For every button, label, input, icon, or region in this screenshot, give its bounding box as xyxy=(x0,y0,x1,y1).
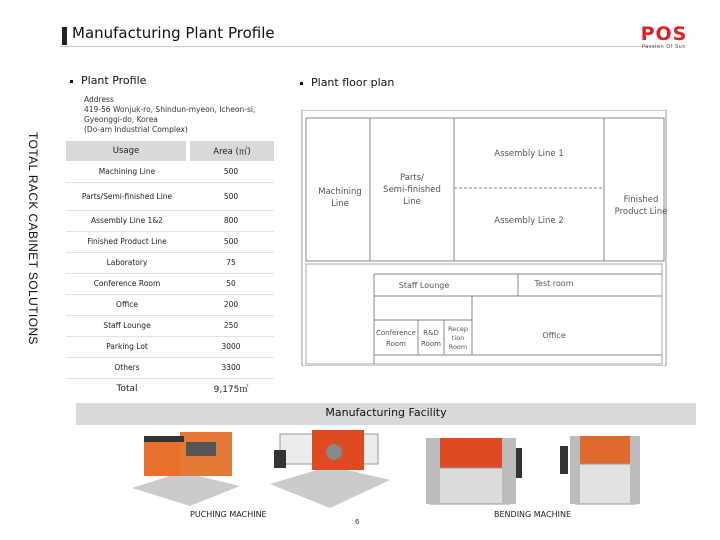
table-row xyxy=(66,273,274,294)
side-banner-text: TOTAL RACK CABINET SOLUTIONS xyxy=(26,132,40,345)
address-line-2: Gyeonggi-do, Korea xyxy=(84,115,158,124)
table-row xyxy=(66,182,274,210)
punching-machine-1-image xyxy=(132,432,240,506)
bending-machine-1-image xyxy=(426,438,522,504)
room-label-machining-1: Machining xyxy=(318,187,362,197)
table-row xyxy=(66,357,274,378)
area-cell: 3300 xyxy=(221,363,241,372)
machine-photos xyxy=(130,428,650,512)
floor-plan-heading-text: Plant floor plan xyxy=(311,76,395,89)
usage-cell: Laboratory xyxy=(106,258,148,267)
usage-cell: Parking Lot xyxy=(106,342,148,351)
address-line-3: (Do-am Industrial Complex) xyxy=(84,125,188,134)
plant-outline xyxy=(302,110,666,366)
room-label-conference-2: Room xyxy=(386,340,406,348)
punching-machine-caption: PUCHING MACHINE xyxy=(190,510,267,519)
column-header-usage: Usage xyxy=(66,141,188,161)
table-row xyxy=(66,315,274,336)
area-cell: 250 xyxy=(223,321,239,330)
logo-wordmark: POS xyxy=(640,23,688,45)
logo-tagline: Passion Of Sun xyxy=(641,44,687,50)
address-block xyxy=(84,95,284,135)
area-cell: 800 xyxy=(223,216,239,225)
plant-profile-heading-text: Plant Profile xyxy=(81,74,147,87)
bullet-icon xyxy=(300,82,303,85)
usage-area-table xyxy=(66,141,274,399)
area-cell: 500 xyxy=(223,166,239,176)
usage-cell: Office xyxy=(116,300,138,309)
room-label-reception-3: Room xyxy=(448,343,468,351)
table-total-row xyxy=(66,378,274,399)
area-cell: 500 xyxy=(223,191,239,201)
total-label-cell: Total xyxy=(116,383,138,394)
floor-plan-diagram xyxy=(298,110,670,366)
bending-machine-2-image xyxy=(560,436,640,504)
usage-cell: Others xyxy=(114,363,140,372)
area-cell: 500 xyxy=(223,237,239,246)
title-accent-bar xyxy=(62,27,67,45)
usage-cell: Machining Line xyxy=(98,166,156,176)
room-label-rnd-1: R&D xyxy=(423,329,439,337)
room-label-reception-2: tion xyxy=(451,334,465,342)
plant-profile-heading xyxy=(70,74,146,87)
machine-illustrations xyxy=(130,428,650,512)
room-label-finished-2: Product Line xyxy=(614,207,668,217)
area-cell: 200 xyxy=(223,300,239,309)
usage-cell: Parts/Semi-finished Line xyxy=(81,191,173,201)
address-line-1: 419-56 Wonjuk-ro, Shindun-myeon, Icheon-si, xyxy=(84,105,256,114)
bullet-icon xyxy=(70,80,73,83)
table-row xyxy=(66,231,274,252)
area-cell: 75 xyxy=(226,258,236,267)
usage-cell: Staff Lounge xyxy=(103,321,151,330)
floor-plan-svg xyxy=(298,110,670,366)
room-label-assembly-1: Assembly Line 1 xyxy=(494,149,564,159)
page-number: 6 xyxy=(355,518,360,526)
area-cell: 3000 xyxy=(221,342,241,351)
area-cell: 50 xyxy=(226,279,236,288)
room-label-conference-1: Conference xyxy=(375,329,417,337)
usage-cell: Assembly Line 1&2 xyxy=(91,216,163,225)
usage-cell: Conference Room xyxy=(93,279,161,288)
room-label-machining-2: Line xyxy=(331,199,349,209)
room-label-test-room: Test room xyxy=(534,279,574,288)
room-label-finished-1: Finished xyxy=(623,195,659,205)
table-row xyxy=(66,336,274,357)
punching-machine-2-image xyxy=(270,430,390,508)
page-title: Manufacturing Plant Profile xyxy=(72,24,275,42)
room-label-parts-1: Parts/ xyxy=(399,173,425,183)
table-row xyxy=(66,161,274,182)
column-header-area: Area (㎡) xyxy=(188,141,274,161)
room-label-parts-2: Semi-finished xyxy=(383,185,441,195)
room-label-staff-lounge: Staff Lounge xyxy=(398,281,450,290)
bending-machine-caption: BENDING MACHINE xyxy=(494,510,572,519)
room-label-assembly-2: Assembly Line 2 xyxy=(494,216,564,226)
floor-plan-heading xyxy=(300,76,394,89)
address-label: Address xyxy=(84,95,114,104)
table-row xyxy=(66,294,274,315)
usage-cell: Finished Product Line xyxy=(87,237,167,246)
table-row xyxy=(66,210,274,231)
company-logo xyxy=(634,24,694,54)
room-label-rnd-2: Room xyxy=(421,340,441,348)
annex-outline xyxy=(306,264,662,364)
room-label-parts-3: Line xyxy=(403,197,421,207)
header-divider xyxy=(60,46,660,47)
facility-heading: Manufacturing Facility xyxy=(325,406,447,419)
finished-product-area xyxy=(604,118,664,261)
side-banner xyxy=(18,132,48,382)
room-label-office: Office xyxy=(542,331,566,340)
table-header-row xyxy=(66,141,274,161)
table-row xyxy=(66,252,274,273)
total-value-cell: 9,175㎡ xyxy=(213,385,249,396)
room-label-reception-1: Recep xyxy=(448,325,468,333)
